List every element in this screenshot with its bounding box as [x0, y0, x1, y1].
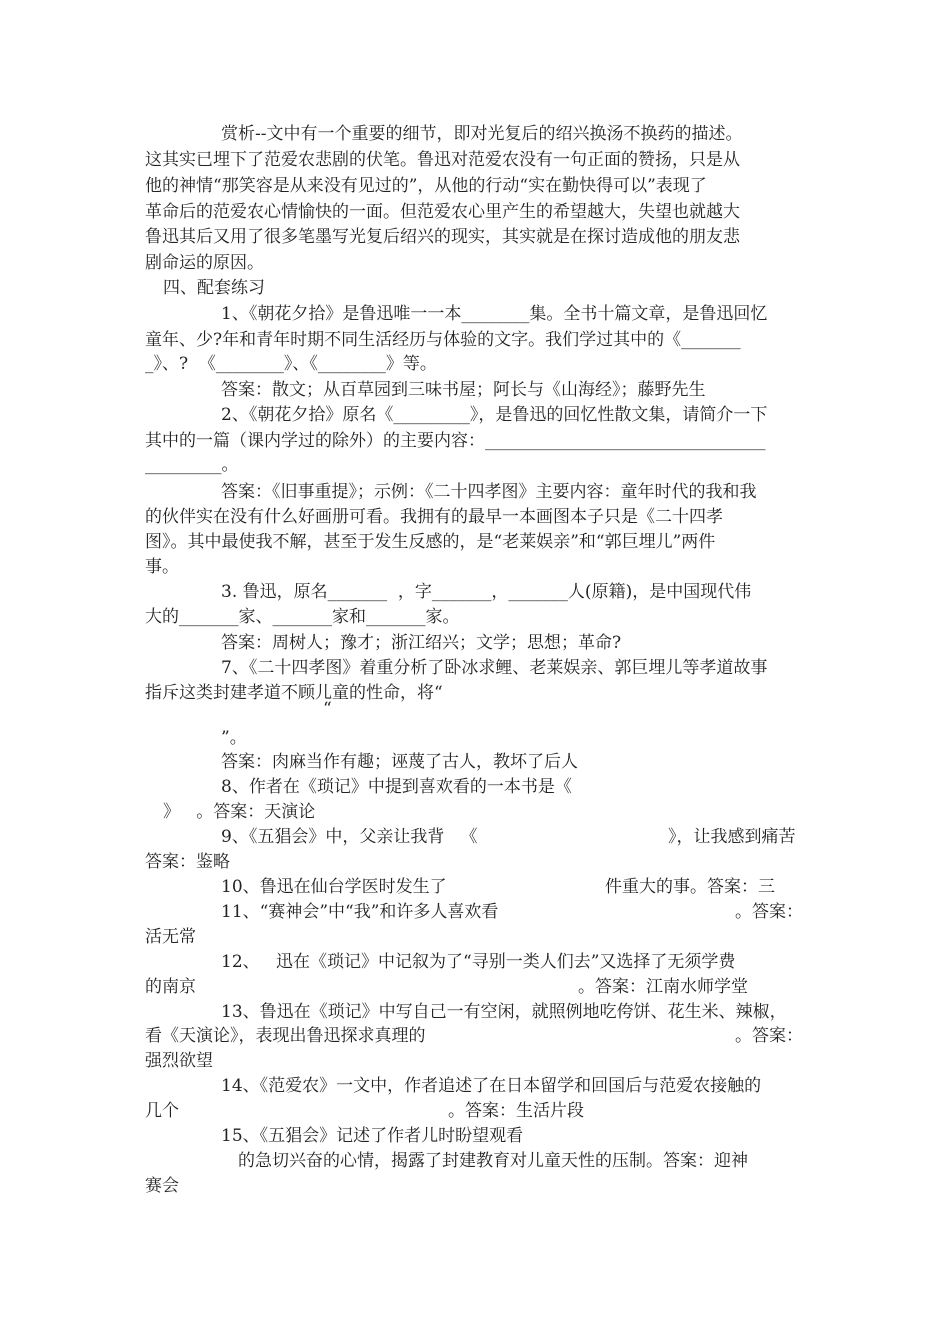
text-line: 12、: [221, 952, 260, 972]
text-line: 迅在《琐记》中记叙为了“寻别一类人们去”又选择了无须学费: [276, 952, 736, 972]
text-line: 7、《二十四孝图》着重分析了卧冰求鲤、老莱娱亲、郭巨埋儿等孝道故事: [221, 658, 768, 678]
text-line: 大的_______家、_______家和_______家。: [145, 607, 460, 627]
answer-line: 答案：散文；从百草园到三味书屋；阿长与《山海经》；藤野先生: [221, 380, 706, 400]
answer-line: 答案：肉麻当作有趣；诬蔑了古人，教坏了后人: [221, 752, 578, 772]
answer-line: 答案：周树人；豫才；浙江绍兴；文学；思想；革命?: [221, 633, 622, 653]
text-line: 。答案：生活片段: [448, 1101, 584, 1121]
text-line: 》，让我感到痛苦: [668, 827, 796, 847]
text-line: 图》。其中最使我不解，甚至于发生反感的，是“老莱娱亲”和“郭巨埋儿”两件: [145, 532, 716, 552]
text-line: 件重大的事。答案：三: [605, 877, 775, 897]
text-line: 。答案：: [735, 902, 803, 922]
text-line: _》、? 《________》、《________》等。: [145, 354, 437, 374]
section-heading: 四、配套练习: [163, 278, 265, 298]
text-line: ”。: [221, 728, 247, 748]
text-line: 》 。答案：天演论: [163, 802, 316, 822]
text-line: 15、《五猖会》记述了作者儿时盼望观看: [221, 1126, 524, 1146]
text-line: 其中的一篇（课内学过的除外）的主要内容：_________________________________: [145, 431, 766, 451]
text-line: 剧命运的原因。: [145, 253, 264, 273]
text-line: 的南京: [145, 977, 196, 997]
text-line: 童年、少?年和青年时期不同生活经历与体验的文字。我们学过其中的《_______: [145, 330, 741, 350]
answer-line: 答案：鉴略: [145, 852, 230, 872]
text-line: 2、《朝花夕拾》原名《_________》，是鲁迅的回忆性散文集，请简介一下: [221, 405, 768, 425]
text-line: 活无常: [145, 927, 196, 947]
text-line: 强烈欲望: [145, 1051, 213, 1071]
answer-line: 答案：《旧事重提》；示例：《二十四孝图》主要内容：童年时代的我和我: [221, 482, 757, 502]
text-line: 这其实已埋下了范爱农悲剧的伏笔。鲁迅对范爱农没有一句正面的赞扬，只是从: [145, 150, 740, 170]
text-line: 。答案：江南水师学堂: [578, 977, 748, 997]
text-line: 11、“赛神会”中“我”和许多人喜欢看: [221, 902, 499, 922]
text-line: 3. 鲁迅，原名_______ ，字_______，_______人(原籍)，是中国现代伟: [221, 582, 752, 602]
text-line: 1、《朝花夕拾》是鲁迅唯一一本________集。全书十篇文章，是鲁迅回忆: [221, 304, 768, 324]
text-line: 革命后的范爱农心情愉快的一面。但范爱农心里产生的希望越大，失望也就越大: [145, 202, 740, 222]
text-line: 几个: [145, 1101, 179, 1121]
text-line: 的急切兴奋的心情，揭露了封建教育对儿童天性的压制。答案：迎神: [238, 1151, 748, 1171]
text-line: 9、《五猖会》中，父亲让我背 《: [221, 827, 478, 847]
text-line: 看《天演论》，表现出鲁迅探求真理的: [145, 1026, 426, 1046]
text-line: 指斥这类封建孝道不顾儿童的性命，将“: [145, 683, 443, 703]
text-line: 鲁迅其后又用了很多笔墨写光复后绍兴的现实，其实就是在探讨造成他的朋友悲: [145, 227, 740, 247]
text-line: 赏析--文中有一个重要的细节，即对光复后的绍兴换汤不换药的描述。: [221, 124, 743, 144]
text-line: 的伙伴实在没有什么好画册可看。我拥有的最早一本画图本子只是《二十四孝: [145, 507, 723, 527]
text-line: 事。: [145, 557, 179, 577]
text-line: 。答案：: [735, 1026, 803, 1046]
text-line: _________。: [145, 455, 239, 475]
text-line: 赛会: [145, 1176, 179, 1196]
text-line: 14、《范爱农》一文中，作者追述了在日本留学和回国后与范爱农接触的: [221, 1076, 762, 1096]
text-line: 13、鲁迅在《琐记》中写自己一有空闲，就照例地吃侉饼、花生米、辣椒，: [221, 1002, 787, 1022]
text-line: 8、作者在《琐记》中提到喜欢看的一本书是《: [221, 777, 572, 797]
text-line: 他的神情“那笑容是从来没有见过的”，从他的行动“实在勤快得可以”表现了: [145, 176, 707, 196]
text-line: “: [323, 699, 332, 719]
text-line: 10、鲁迅在仙台学医时发生了: [221, 877, 447, 897]
